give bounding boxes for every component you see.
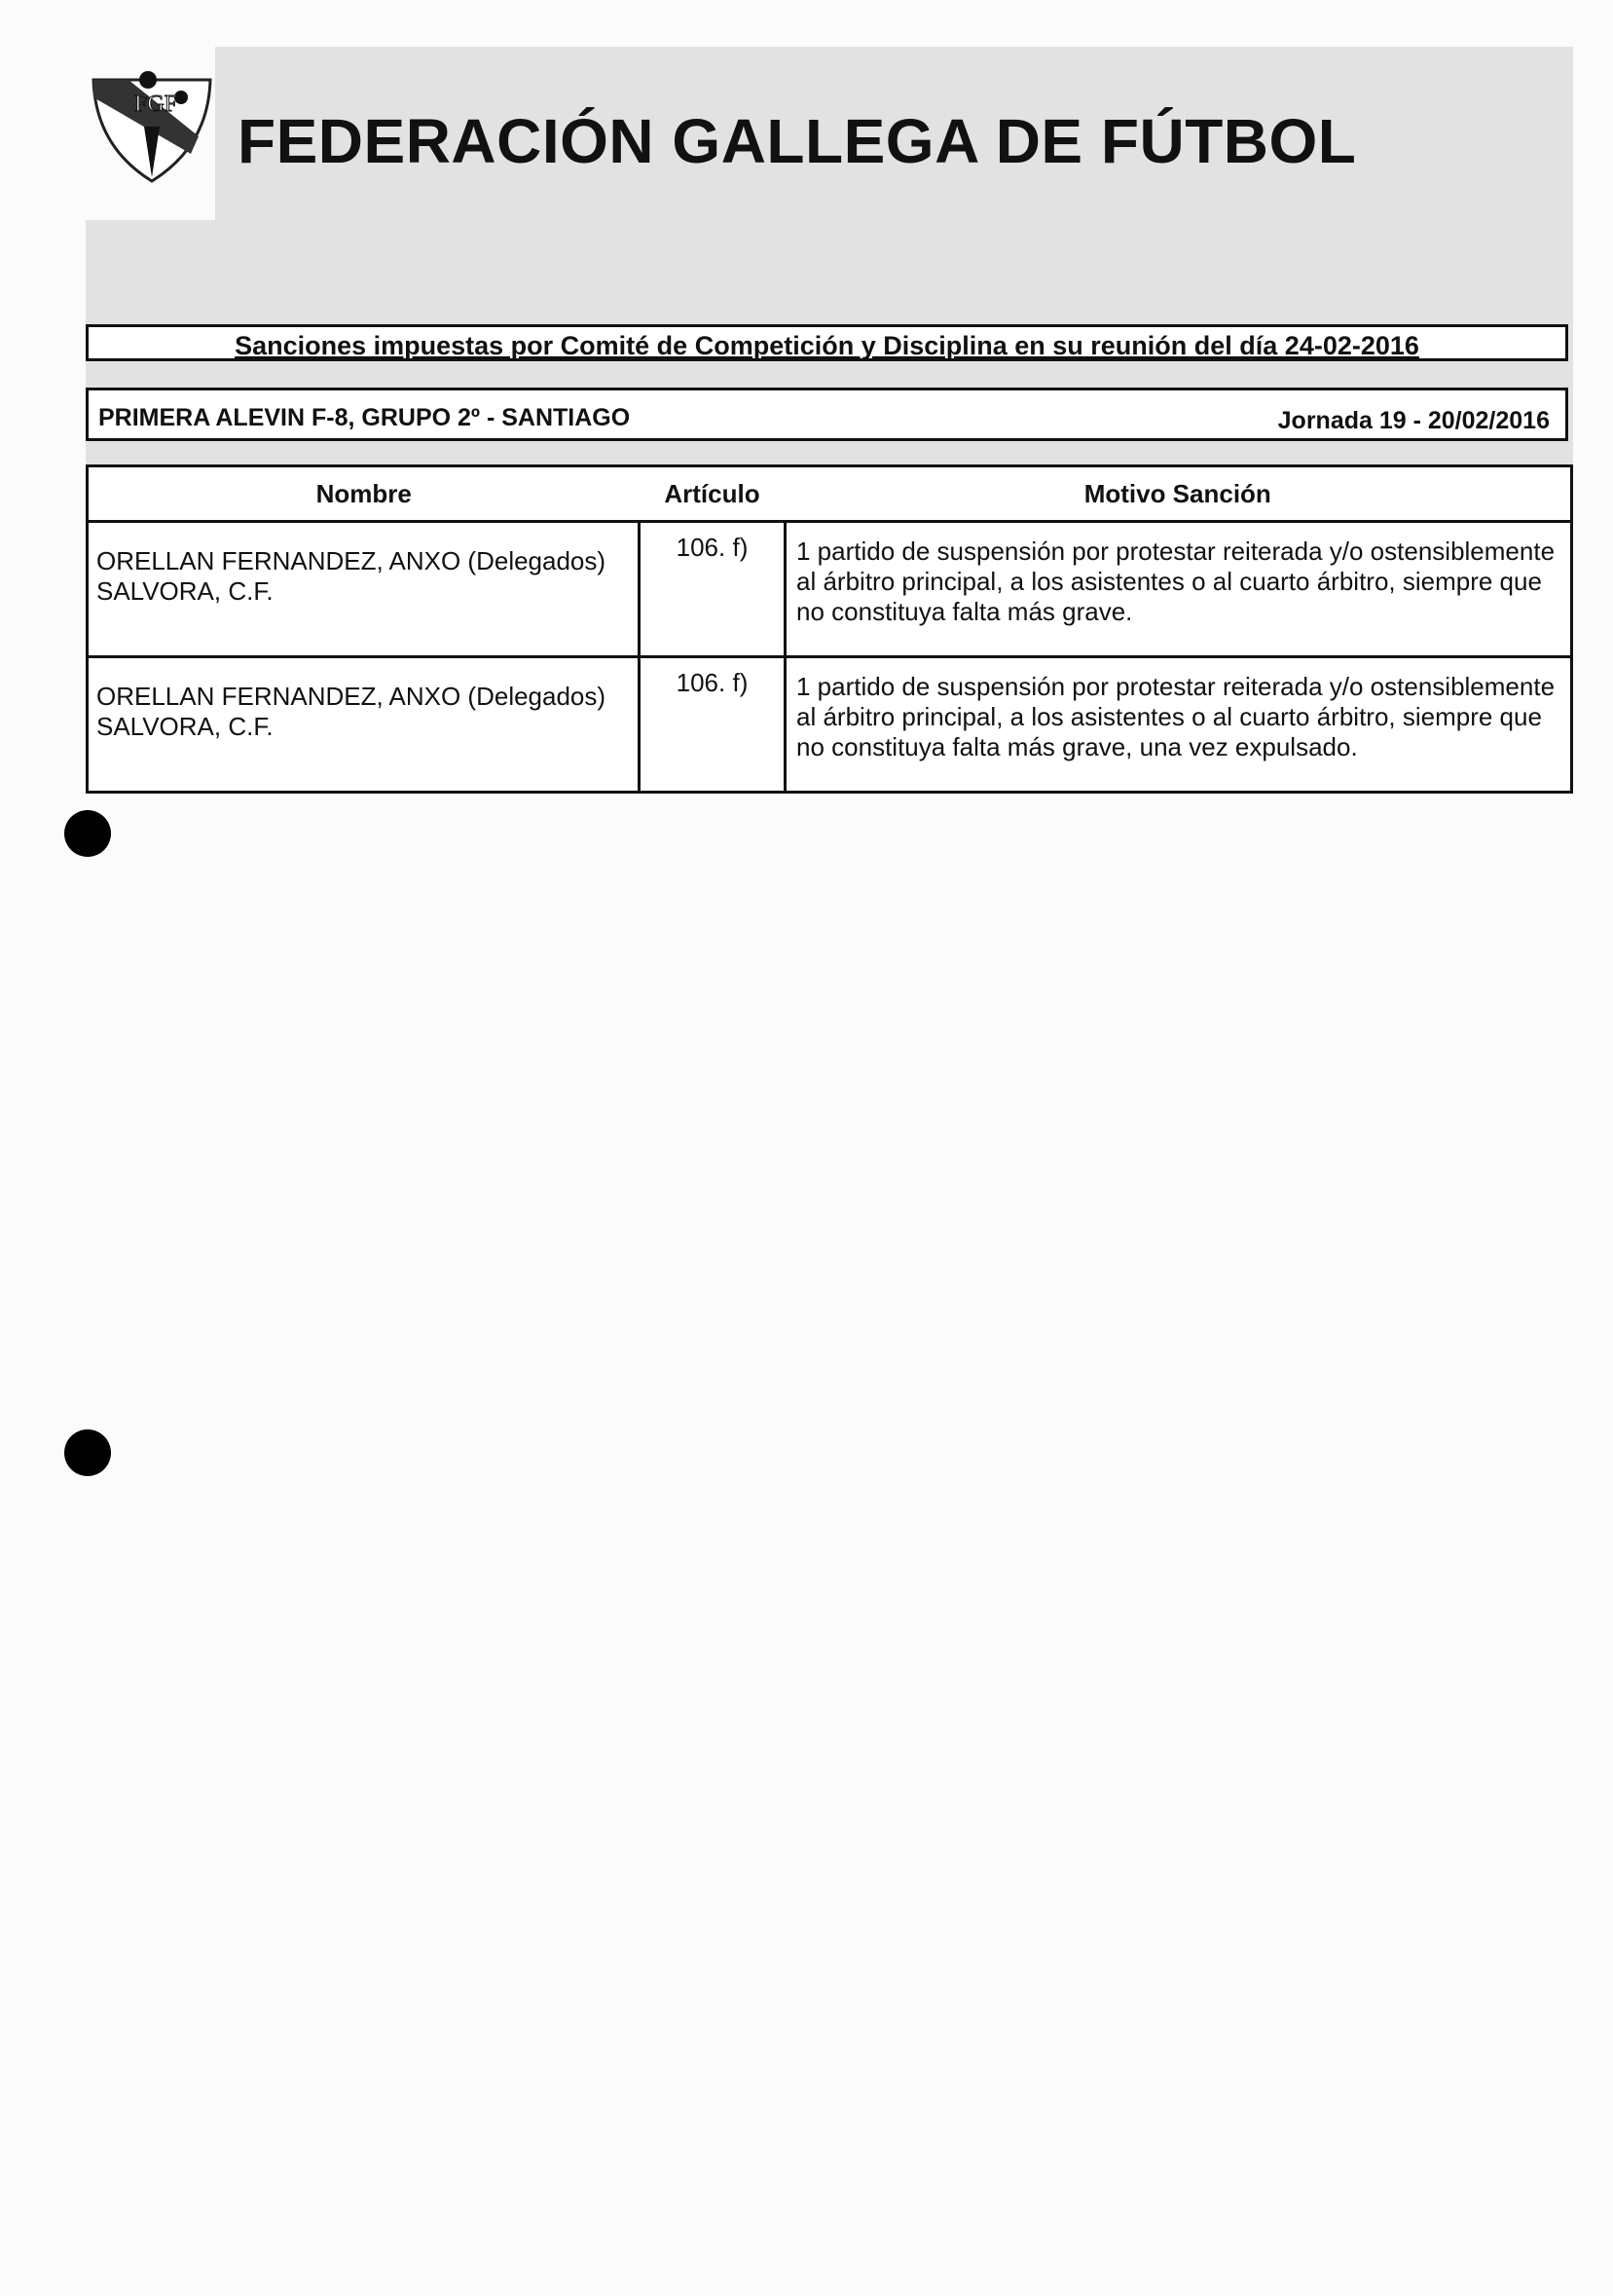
club-name: SALVORA, C.F.: [96, 712, 274, 741]
sanctions-table: [86, 464, 1573, 794]
jornada: Jornada 19 - 20/02/2016: [1277, 407, 1550, 434]
competition-box: [86, 388, 1568, 441]
fgf-shield-logo: [90, 68, 214, 185]
col-motivo: Motivo Sanción: [786, 466, 1572, 522]
competition-name: PRIMERA ALEVIN F-8, GRUPO 2º - SANTIAGO: [98, 404, 631, 431]
col-nombre: Nombre: [88, 466, 640, 522]
federation-title: FEDERACIÓN GALLEGA DE FÚTBOL: [238, 106, 1357, 176]
sanctions-heading: Sanciones impuestas por Comité de Competición y Disciplina en su reunión del día 24-02-2016: [235, 331, 1419, 360]
person-name: ORELLAN FERNANDEZ, ANXO (Delegados): [96, 546, 606, 575]
table-header: [88, 466, 1572, 522]
sanctions-heading-box: [86, 324, 1568, 361]
article-cell: 106. f): [640, 522, 786, 657]
name-cell: [88, 522, 640, 657]
article-cell: 106. f): [640, 657, 786, 793]
person-name: ORELLAN FERNANDEZ, ANXO (Delegados): [96, 682, 606, 711]
club-name: SALVORA, C.F.: [96, 576, 274, 606]
svg-text:FGF: FGF: [134, 92, 178, 117]
punch-hole-icon: [64, 810, 111, 857]
reason-cell: 1 partido de suspensión por protestar reiterada y/o ostensiblemente al árbitro principal, a los asistentes o al cuarto árbitro, siempre que no constituya falta más grave, una vez expulsado.: [786, 657, 1572, 793]
name-cell: [88, 657, 640, 793]
col-articulo: Artículo: [640, 466, 786, 522]
table-row: [88, 657, 1572, 793]
punch-hole-icon: [64, 1429, 111, 1476]
reason-cell: 1 partido de suspensión por protestar reiterada y/o ostensiblemente al árbitro principal, a los asistentes o al cuarto árbitro, siempre que no constituya falta más grave.: [786, 522, 1572, 657]
table-row: [88, 522, 1572, 657]
